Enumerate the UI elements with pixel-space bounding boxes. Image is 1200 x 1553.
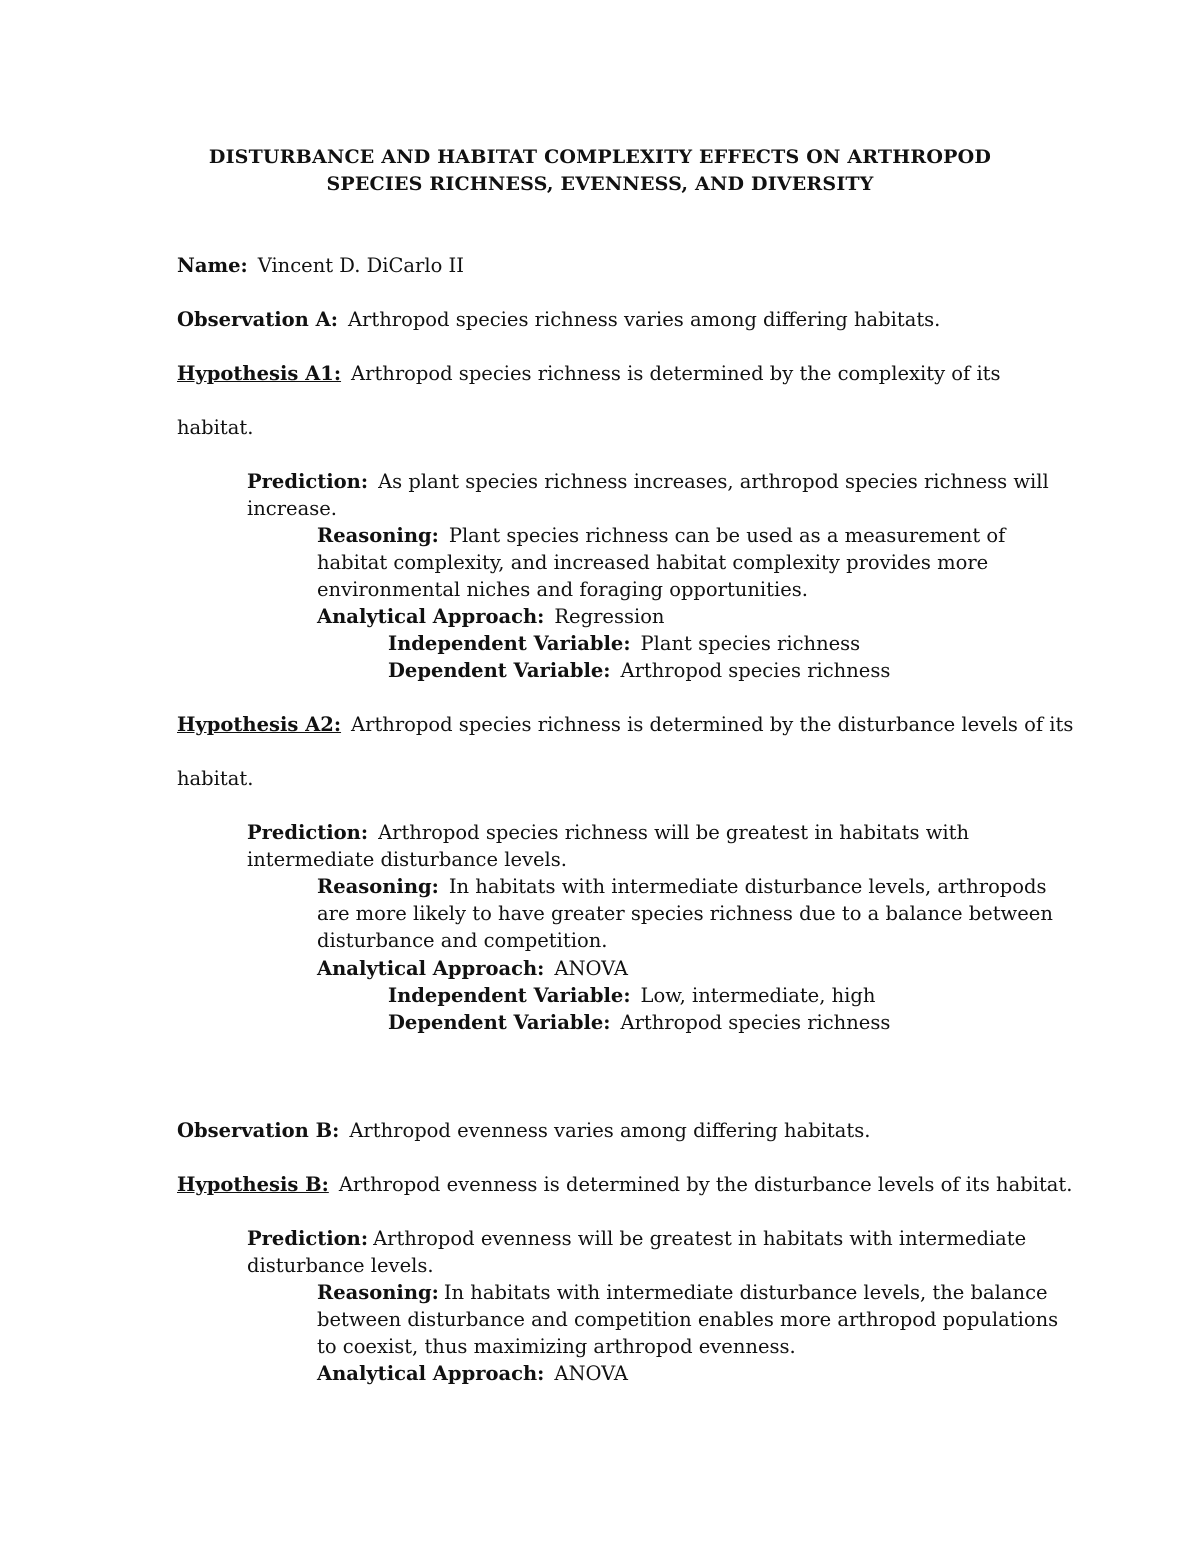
a2-iv-label: Independent Variable: xyxy=(388,984,631,1007)
b-reasoning-line-2: between disturbance and competition enables more arthropod populations xyxy=(317,1308,1059,1331)
a2-independent-variable xyxy=(388,982,875,1009)
name-row xyxy=(177,252,464,279)
a1-independent-variable xyxy=(388,630,860,657)
b-reasoning-line-3: to coexist, thus maximizing arthropod evenness. xyxy=(317,1335,796,1358)
a1-approach-label: Analytical Approach: xyxy=(317,605,545,628)
a1-reasoning-line-2: habitat complexity, and increased habitat complexity provides more xyxy=(317,551,989,574)
b-approach-value: ANOVA xyxy=(554,1362,629,1385)
hypothesis-a1-text-continued: habitat. xyxy=(177,416,254,439)
a1-analytical-approach xyxy=(317,603,665,630)
a2-reasoning-text: In habitats with intermediate disturbance levels, arthropods xyxy=(448,875,1047,898)
hypothesis-a2-text: Arthropod species richness is determined by the disturbance levels of its xyxy=(351,713,1074,736)
a2-dependent-variable xyxy=(388,1009,890,1036)
b-approach-label: Analytical Approach: xyxy=(317,1362,545,1385)
a1-dv-value: Arthropod species richness xyxy=(620,659,891,682)
observation-b-text: Arthropod evenness varies among differing habitats. xyxy=(349,1119,871,1142)
b-reasoning-label: Reasoning: xyxy=(317,1281,439,1304)
observation-a xyxy=(177,306,940,333)
a1-iv-value: Plant species richness xyxy=(640,632,861,655)
hypothesis-a2 xyxy=(177,711,1073,738)
hypothesis-b-text: Arthropod evenness is determined by the disturbance levels of its habitat. xyxy=(338,1173,1073,1196)
hypothesis-a2-label: Hypothesis A2: xyxy=(177,713,342,736)
b-prediction-label: Prediction: xyxy=(247,1227,369,1250)
a1-prediction-continued: increase. xyxy=(247,497,337,520)
a2-reasoning-line-2: are more likely to have greater species richness due to a balance between xyxy=(317,902,1053,925)
hypothesis-a1-label: Hypothesis A1: xyxy=(177,362,342,385)
hypothesis-a1 xyxy=(177,360,1001,387)
b-prediction-continued: disturbance levels. xyxy=(247,1254,434,1277)
a1-iv-label: Independent Variable: xyxy=(388,632,631,655)
a2-approach-label: Analytical Approach: xyxy=(317,957,545,980)
a1-dependent-variable xyxy=(388,657,890,684)
observation-a-text: Arthropod species richness varies among differing habitats. xyxy=(347,308,941,331)
a2-reasoning-line-3: disturbance and competition. xyxy=(317,929,608,952)
b-reasoning xyxy=(317,1279,1048,1306)
hypothesis-a1-text: Arthropod species richness is determined by the complexity of its xyxy=(351,362,1001,385)
name-label: Name: xyxy=(177,254,248,277)
a1-approach-value: Regression xyxy=(554,605,665,628)
b-prediction xyxy=(247,1225,1026,1252)
hypothesis-a2-text-continued: habitat. xyxy=(177,767,254,790)
a1-reasoning-text: Plant species richness can be used as a measurement of xyxy=(448,524,1006,547)
b-prediction-text: Arthropod evenness will be greatest in habitats with intermediate xyxy=(373,1227,1027,1250)
a2-reasoning-label: Reasoning: xyxy=(317,875,439,898)
hypothesis-b xyxy=(177,1171,1072,1198)
observation-a-label: Observation A: xyxy=(177,308,338,331)
a1-dv-label: Dependent Variable: xyxy=(388,659,611,682)
name-value: Vincent D. DiCarlo II xyxy=(257,254,464,277)
a1-prediction-label: Prediction: xyxy=(247,470,369,493)
a1-prediction xyxy=(247,468,1049,495)
a1-reasoning-line-3: environmental niches and foraging opportunities. xyxy=(317,578,808,601)
a2-approach-value: ANOVA xyxy=(554,957,629,980)
a2-prediction-continued: intermediate disturbance levels. xyxy=(247,848,567,871)
a2-prediction xyxy=(247,819,969,846)
b-analytical-approach xyxy=(317,1360,628,1387)
a2-prediction-label: Prediction: xyxy=(247,821,369,844)
document-title-line-2: SPECIES RICHNESS, EVENNESS, AND DIVERSITY xyxy=(326,173,874,195)
a2-iv-value: Low, intermediate, high xyxy=(640,984,876,1007)
a1-reasoning xyxy=(317,522,1005,549)
a1-prediction-text: As plant species richness increases, arthropod species richness will xyxy=(378,470,1049,493)
a2-prediction-text: Arthropod species richness will be greatest in habitats with xyxy=(378,821,970,844)
a2-dv-value: Arthropod species richness xyxy=(620,1011,891,1034)
a2-analytical-approach xyxy=(317,955,628,982)
observation-b xyxy=(177,1117,870,1144)
document-title-line-1: DISTURBANCE AND HABITAT COMPLEXITY EFFECTS ON ARTHROPOD xyxy=(208,146,992,168)
hypothesis-b-label: Hypothesis B: xyxy=(177,1173,329,1196)
a2-dv-label: Dependent Variable: xyxy=(388,1011,611,1034)
b-reasoning-text: In habitats with intermediate disturbance levels, the balance xyxy=(443,1281,1048,1304)
a1-reasoning-label: Reasoning: xyxy=(317,524,439,547)
observation-b-label: Observation B: xyxy=(177,1119,340,1142)
a2-reasoning xyxy=(317,873,1047,900)
